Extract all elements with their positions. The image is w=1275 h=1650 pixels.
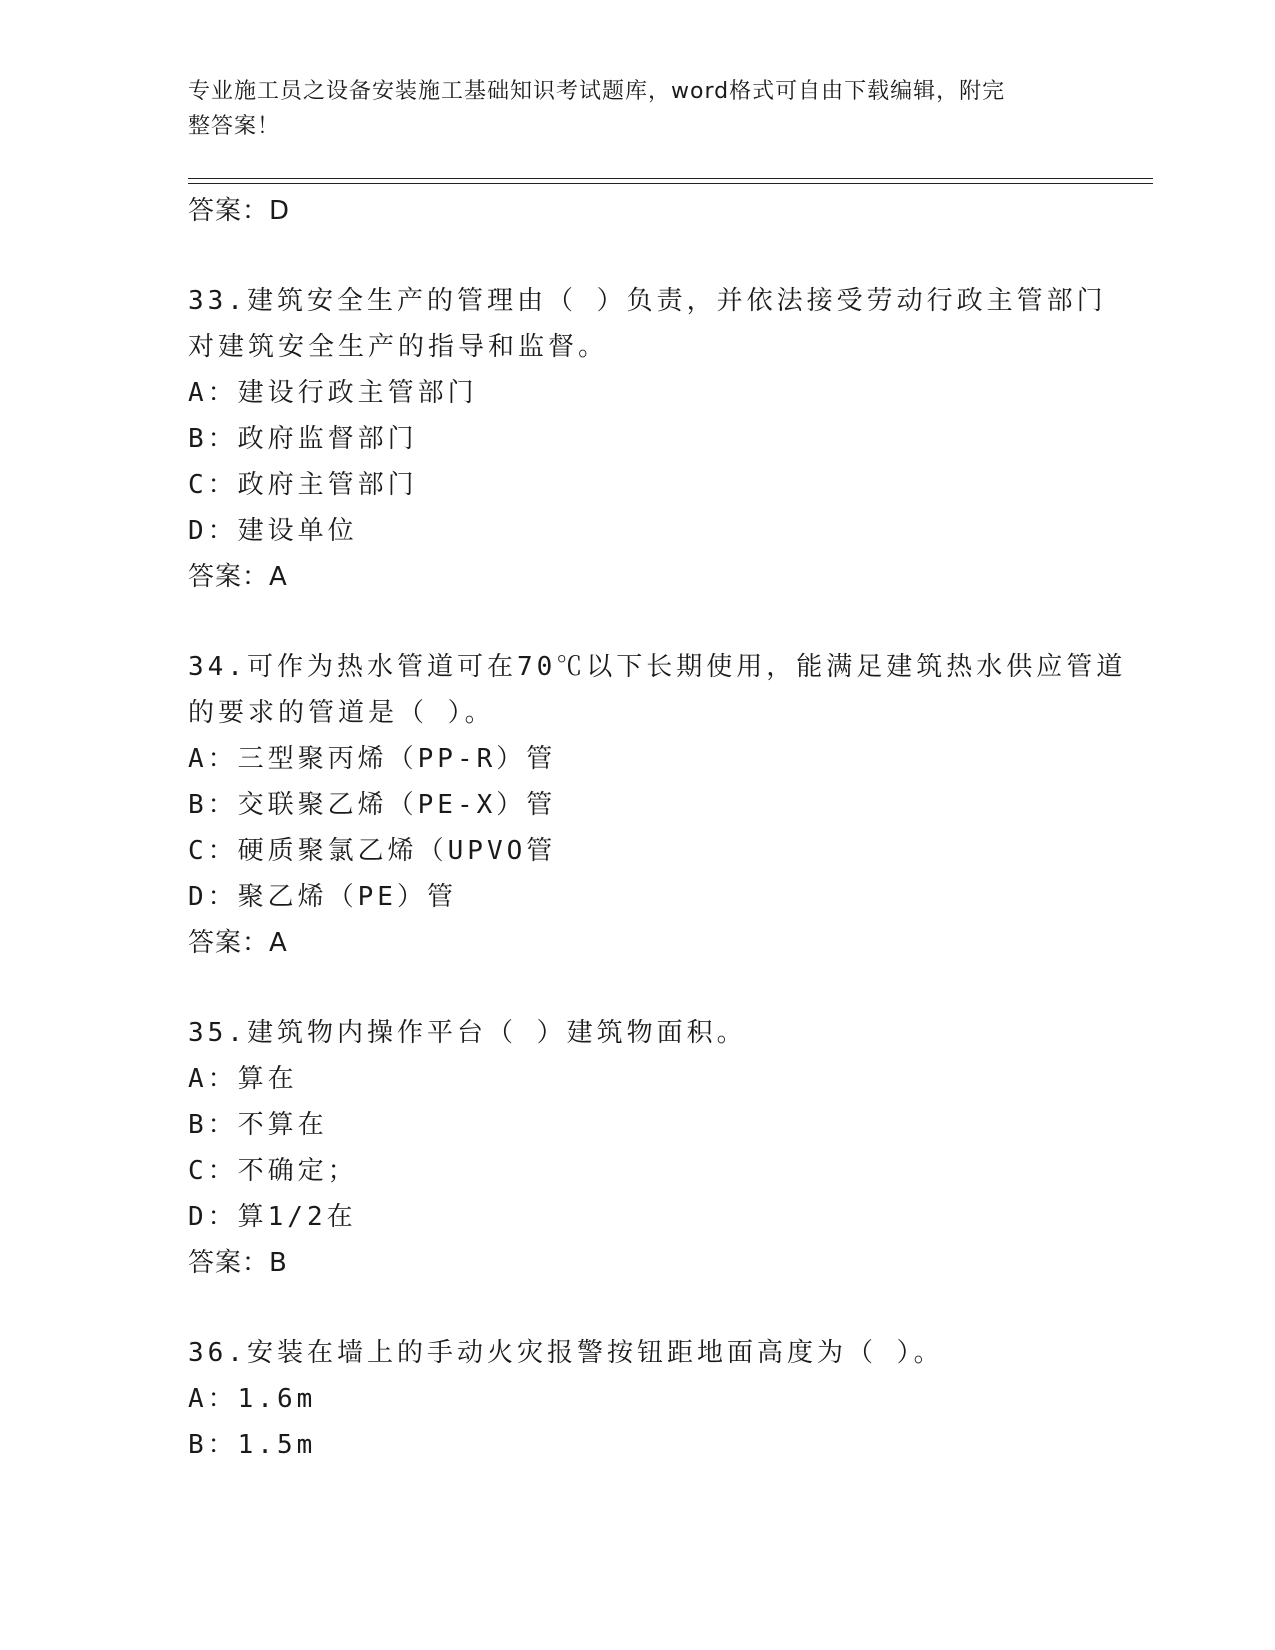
header-line-1: 专业施工员之设备安装施工基础知识考试题库，word格式可自由下载编辑，附完	[188, 79, 1006, 104]
answer-33: 答案：A	[188, 562, 288, 592]
question-33	[188, 278, 1107, 600]
answer-32: 答案：D	[188, 196, 291, 226]
question-text-line: 35.建筑物内操作平台（ ）建筑物面积。	[188, 1018, 747, 1048]
spacer	[188, 234, 1088, 278]
question-34	[188, 644, 1127, 966]
option-b: B：交联聚乙烯（PE-X）管	[188, 790, 557, 820]
spacer	[188, 1286, 1088, 1330]
option-d: D：聚乙烯（PE）管	[188, 882, 457, 912]
option-a: A：建设行政主管部门	[188, 378, 478, 408]
option-c: C：硬质聚氯乙烯（UPVO管	[188, 836, 557, 866]
option-d: D：算1/2在	[188, 1202, 357, 1232]
answer-34: 答案：A	[188, 928, 288, 958]
question-text-line: 33.建筑安全生产的管理由（ ）负责，并依法接受劳动行政主管部门	[188, 286, 1107, 316]
spacer	[188, 600, 1088, 644]
spacer	[188, 966, 1088, 1010]
option-a: A：算在	[188, 1064, 298, 1094]
option-c: C：不确定；	[188, 1156, 358, 1186]
option-c: C：政府主管部门	[188, 470, 418, 500]
option-b: B：不算在	[188, 1110, 328, 1140]
answer-35: 答案：B	[188, 1248, 288, 1278]
question-35	[188, 1010, 1088, 1286]
question-text-line: 34.可作为热水管道可在70℃以下长期使用，能满足建筑热水供应管道	[188, 652, 1127, 682]
option-b: B：政府监督部门	[188, 424, 418, 454]
question-36	[188, 1330, 1088, 1468]
option-b: B：1.5m	[188, 1430, 317, 1460]
option-a: A：三型聚丙烯（PP-R）管	[188, 744, 557, 774]
question-text-line: 对建筑安全生产的指导和监督。	[188, 332, 609, 362]
header-divider-bottom	[188, 183, 1153, 184]
option-a: A：1.6m	[188, 1384, 317, 1414]
header-divider-top	[188, 178, 1153, 179]
header-line-2: 整答案！	[188, 114, 281, 139]
question-list	[188, 188, 1127, 1468]
page-header	[188, 74, 1068, 144]
option-d: D：建设单位	[188, 516, 358, 546]
question-text-line: 36.安装在墙上的手动火灾报警按钮距地面高度为（ ）。	[188, 1338, 944, 1368]
question-text-line: 的要求的管道是（ ）。	[188, 698, 495, 728]
